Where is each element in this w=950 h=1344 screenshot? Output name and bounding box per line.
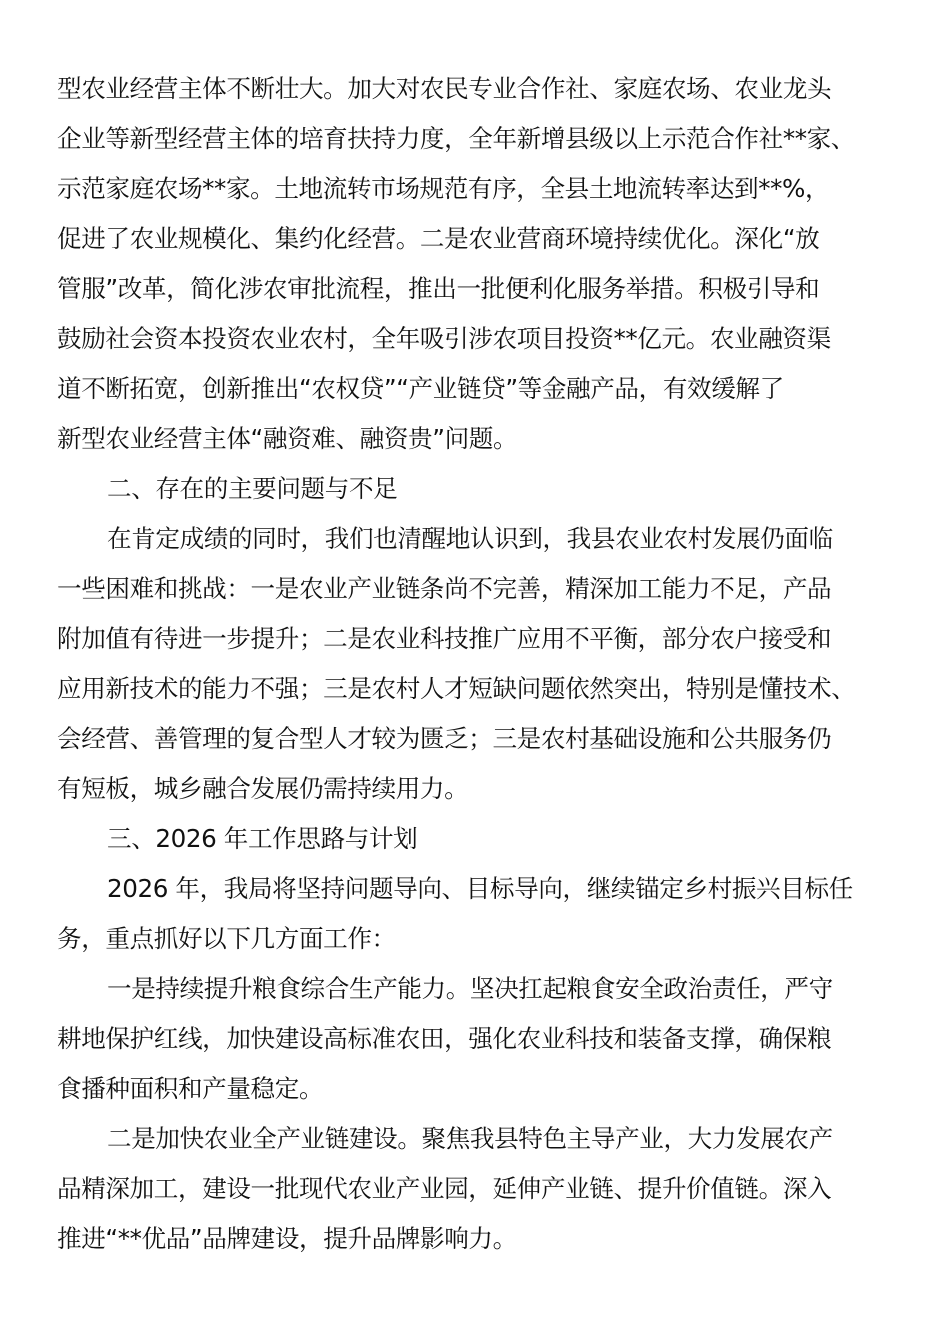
paragraph-line: 管服”改革，简化涉农审批流程，推出一批便利化服务举措。积极引导和 <box>57 274 820 303</box>
paragraph-line: 应用新技术的能力不强；三是农村人才短缺问题依然突出，特别是懂技术、 <box>57 674 856 703</box>
paragraph-line: 耕地保护红线，加快建设高标准农田，强化农业科技和装备支撑，确保粮 <box>57 1024 832 1053</box>
paragraph-line: 在肯定成绩的同时，我们也清醒地认识到，我县农业农村发展仍面临 <box>107 524 833 553</box>
paragraph-line: 二是加快农业全产业链建设。聚焦我县特色主导产业，大力发展农产 <box>107 1124 833 1153</box>
paragraph-line: 会经营、善管理的复合型人才较为匮乏；三是农村基础设施和公共服务仍 <box>57 724 832 753</box>
paragraph-line: 务，重点抓好以下几方面工作： <box>57 924 396 953</box>
paragraph-line: 一些困难和挑战：一是农业产业链条尚不完善，精深加工能力不足，产品 <box>57 574 832 603</box>
section-heading-problems: 二、存在的主要问题与不足 <box>107 474 398 503</box>
paragraph-line: 促进了农业规模化、集约化经营。二是农业营商环境持续优化。深化“放 <box>57 224 820 253</box>
section-heading-plan: 三、2026 年工作思路与计划 <box>107 824 418 853</box>
document-page <box>57 64 883 1264</box>
paragraph-line: 新型农业经营主体“融资难、融资贵”问题。 <box>57 424 518 453</box>
paragraph-line: 鼓励社会资本投资农业农村，全年吸引涉农项目投资**亿元。农业融资渠 <box>57 324 831 353</box>
paragraph-line: 企业等新型经营主体的培育扶持力度，全年新增县级以上示范合作社**家、 <box>57 124 855 153</box>
paragraph-line: 有短板，城乡融合发展仍需持续用力。 <box>57 774 469 803</box>
paragraph-line: 2026 年，我局将坚持问题导向、目标导向，继续锚定乡村振兴目标任 <box>107 874 853 903</box>
paragraph-line: 品精深加工，建设一批现代农业产业园，延伸产业链、提升价值链。深入 <box>57 1174 832 1203</box>
paragraph-line: 推进“**优品”品牌建设，提升品牌影响力。 <box>57 1224 517 1253</box>
paragraph-line: 示范家庭农场**家。土地流转市场规范有序，全县土地流转率达到**%， <box>57 174 830 203</box>
paragraph-line: 一是持续提升粮食综合生产能力。坚决扛起粮食安全政治责任，严守 <box>107 974 833 1003</box>
paragraph-line: 食播种面积和产量稳定。 <box>57 1074 324 1103</box>
paragraph-line: 型农业经营主体不断壮大。加大对农民专业合作社、家庭农场、农业龙头 <box>57 74 832 103</box>
paragraph-line: 道不断拓宽，创新推出“农权贷”“产业链贷”等金融产品，有效缓解了 <box>57 374 784 403</box>
paragraph-line: 附加值有待进一步提升；二是农业科技推广应用不平衡，部分农户接受和 <box>57 624 832 653</box>
